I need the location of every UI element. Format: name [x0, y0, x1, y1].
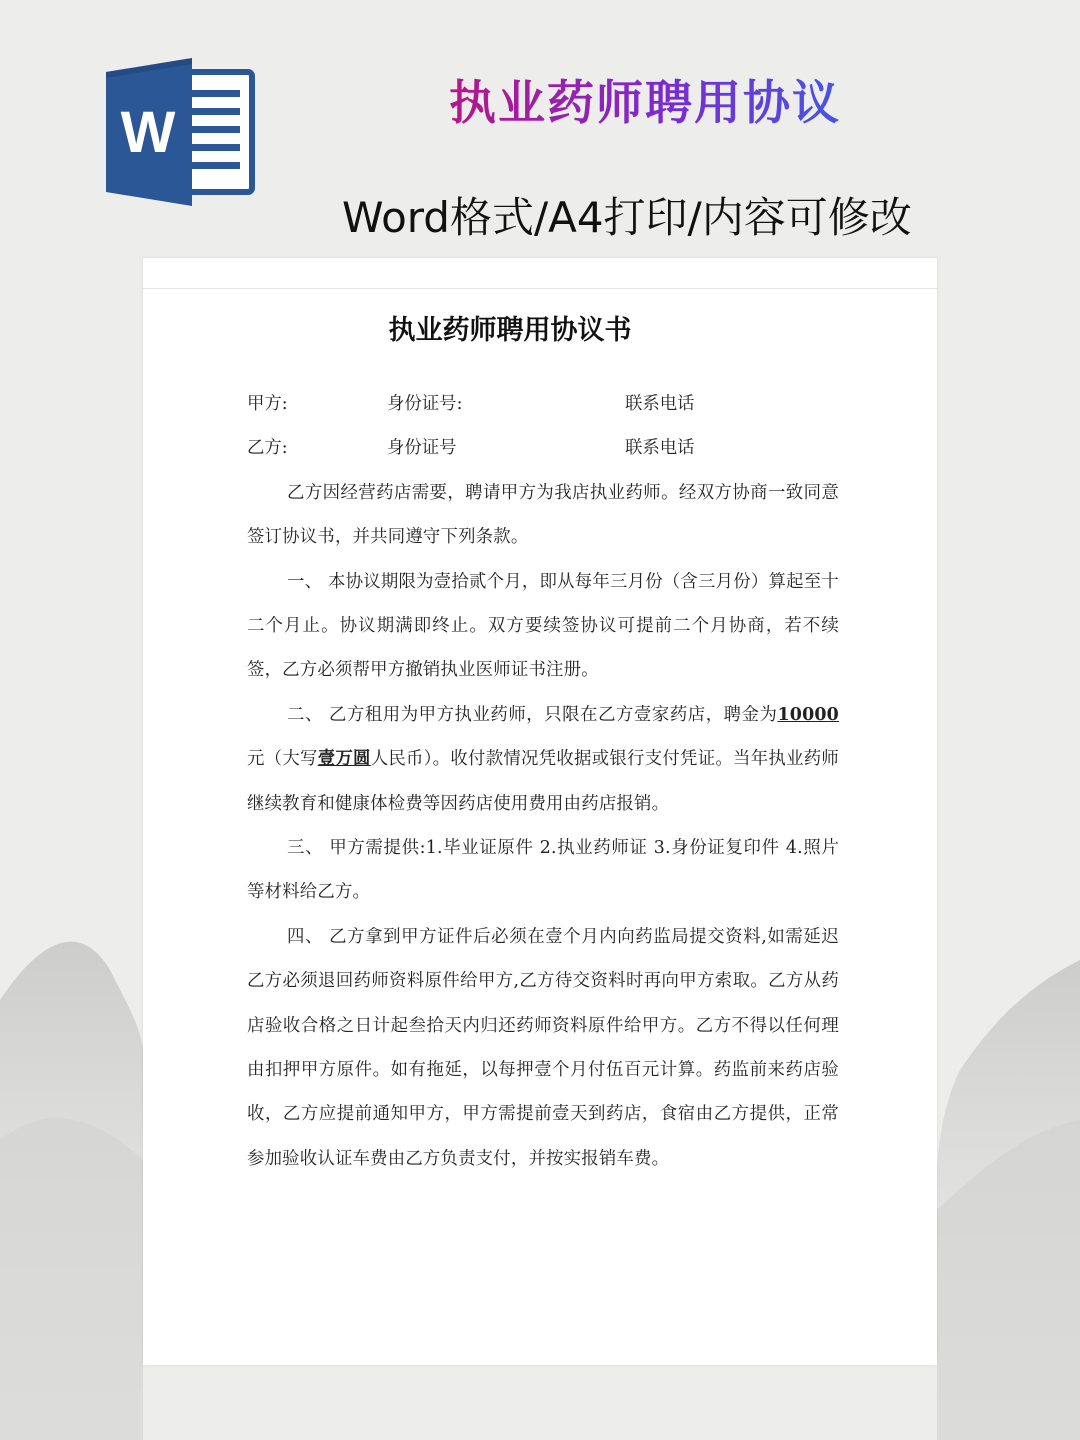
- word-logo-icon: [104, 58, 256, 206]
- clause-4: 四、 乙方拿到甲方证件后必须在壹个月内向药监局提交资料,如需延迟乙方必须退回药师资料原件给甲方,乙方待交资料时再向甲方索取。乙方从药店验收合格之日计起叁拾天内归还药师资料原件给甲方。乙方不得以任何理由扣押甲方原件。如有拖延，以每押壹个月付伍百元计算。药监前来药店验收，乙方应提前通知甲方，甲方需提前壹天到药店，食宿由乙方提供，正常参加验收认证车费由乙方负责支付，并按实报销车费。: [247, 926, 839, 1169]
- clause-1: 一、 本协议期限为壹拾贰个月，即从每年三月份（含三月份）算起至十二个月止。协议期满即终止。双方要续签协议可提前二个月协商，若不续签，乙方必须帮甲方撤销执业医师证书注册。: [247, 571, 839, 681]
- document-page: [143, 258, 937, 1365]
- clause-2-part2: 元（大写: [247, 749, 318, 770]
- word-logo-letter: W: [120, 100, 176, 165]
- document-title: 执业药师聘用协议书: [388, 315, 632, 346]
- party-b-id-label: 身份证号: [387, 438, 457, 459]
- intro-paragraph: 乙方因经营药店需要，聘请甲方为我店执业药师。经双方协商一致同意签订协议书，并共同遵守下列条款。: [247, 482, 839, 548]
- party-a-id-label: 身份证号:: [387, 394, 463, 414]
- party-b-phone-label: 联系电话: [625, 438, 695, 459]
- fee-amount-chinese: 壹万圆: [317, 749, 371, 770]
- party-b-label: 乙方:: [247, 438, 288, 459]
- party-b-row: [247, 426, 839, 470]
- clause-2: [247, 693, 839, 826]
- clause-2-part1: 二、 乙方租用为甲方执业药师，只限在乙方壹家药店，聘金为: [287, 704, 778, 725]
- fee-amount: 10000: [777, 704, 839, 725]
- party-a-row: [247, 382, 839, 426]
- party-a-phone-label: 联系电话: [625, 394, 695, 414]
- clause-3: 三、 甲方需提供:1.毕业证原件 2.执业药师证 3.身份证复印件 4.照片等材料给乙方。: [247, 838, 839, 903]
- banner-title: 执业药师聘用协议: [410, 66, 880, 136]
- clause-2-part3: 人民币）。收付款情况凭收据或银行支付凭证。当年执业药师继续教育和健康体检费等因药店使用费用由药店报销。: [247, 749, 839, 814]
- page-header-rule: [143, 288, 937, 289]
- document-body: [247, 382, 839, 1181]
- banner-subtitle: Word格式/A4打印/内容可修改: [342, 193, 912, 242]
- party-a-label: 甲方:: [247, 394, 288, 414]
